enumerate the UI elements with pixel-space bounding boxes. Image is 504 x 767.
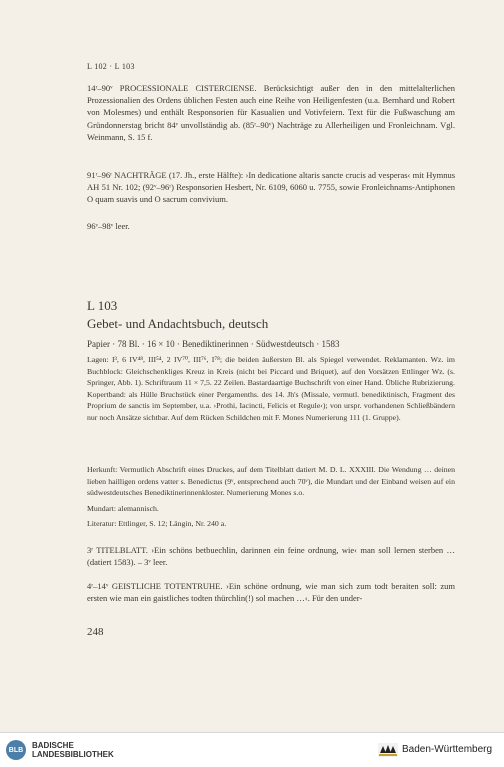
- blb-logo-icon: BLB: [6, 740, 26, 760]
- state-name: Baden-Württemberg: [402, 744, 493, 755]
- entry-title: Gebet- und Andachtsbuch, deutsch: [87, 316, 269, 331]
- footer-bar: [0, 732, 504, 767]
- mundart-paragraph: Mundart: alemannisch.: [87, 504, 159, 513]
- entry-number: L 103: [87, 298, 118, 313]
- page-number: 248: [87, 626, 104, 638]
- nachtraege-paragraph: 91ʳ–96ʳ NACHTRÄGE (17. Jh., erste Hälfte): ›In dedicatione altaris sancte crucis ad vesperas‹ mit Hymnus AH 51 Nr. 102; (92ᵛ–96ʳ) Responsorien Hesbert, Nr. 6109, 6060 u. 7755, sowie Fronleichnams-Antiphonen O quam suavis und O sacrum convivium.: [87, 170, 455, 205]
- herkunft-paragraph: Herkunft: Vermutlich Abschrift eines Druckes, auf dem Titelblatt datiert M. D. L. XXXIII. Die Wendung … deinen lieben hailligen ordens vatter s. Benedictus (9ᵛ, entsprechend auch 70ᵛ), die Mundart und der Einband weisen auf ein südwestdeutsches Benediktinerinnenkloster. Numerierung Mones s.o.: [87, 465, 455, 498]
- leer-paragraph: 96ᵛ–98ᵛ leer.: [87, 221, 130, 231]
- totentruhe-paragraph: 4ʳ–14ᵛ GEISTLICHE TOTENTRUHE. ›Ein schöne ordnung, wie man sich zum todt beraiten soll: zum ersten wie man ein gaistliches todten thürchlin(!) sol machen …‹. Für den under-: [87, 581, 455, 604]
- baden-wuerttemberg-lions-icon: [378, 743, 398, 757]
- titelblatt-paragraph: 3ʳ TITELBLATT. ›Ein schöns betbuechlin, darinnen ein feine ordnung, wie‹ man soll lernen sterben … (datiert 1583). – 3ᵛ leer.: [87, 545, 455, 568]
- library-name: [32, 741, 114, 759]
- lagen-paragraph: Lagen: I³, 6 IV⁴⁸, III⁵⁴, 2 IV⁷⁰, III⁷⁶, I⁷⁸; die beiden äußersten Bl. als Spiegel verwendet. Reklamanten. Wz. im Buchblock: Gleichschenkliges Kreuz in Kreis (nicht bei Piccard und Briquet), auf den Vorsätzen Ettlinger Wz. (s. Springer, Abb. 1). Schriftraum 11 × 7,5. 22 Zeilen. Bastardaartige Buchschrift von einer Hand. Übliche Rubrizierung. Kopertband: als Hülle Bruchstück einer Pergamenths. des 14. Jh's (Missale, vermutl. benediktinisch, Fragment des Proprium de sanctis im September, u.a. ›Prothi, Iacincti, Felicis et Regule‹); von urspr. vorhandenen Schließbändern nur noch Ansätze sichtbar. Auf dem Rücken Schildchen mit F. Mones Numerierung 111 (1. Gruppe).: [87, 355, 455, 422]
- entry-meta: Papier · 78 Bl. · 16 × 10 · Benediktinerinnen · Südwestdeutsch · 1583: [87, 339, 340, 349]
- library-name-line1: BADISCHE: [32, 741, 74, 750]
- library-name-line2: LANDESBIBLIOTHEK: [32, 750, 114, 759]
- running-head: L 102 · L 103: [87, 62, 135, 71]
- literatur-paragraph: Literatur: Ettlinger, S. 12; Längin, Nr. 240 a.: [87, 519, 227, 528]
- processionale-paragraph: 14ʳ–90ᵛ PROCESSIONALE CISTERCIENSE. Berücksichtigt außer den in den mittelalterlichen Prozessionalien des Ordens üblichen Festen auch eine Reihe von Heiligenfesten (u.a. Bernhard und Robert von Molesmes) und enthält Responsorien für Kasualien und Votivfeiern. Text für die Fußwaschung am Gründonnerstag bricht 84ᵛ unvollständig ab. (85ʳ–90ᵛ) Nachträge zu Allerheiligen und Fronleichnam. Vgl. Weinmann, S. 15 f.: [87, 83, 455, 142]
